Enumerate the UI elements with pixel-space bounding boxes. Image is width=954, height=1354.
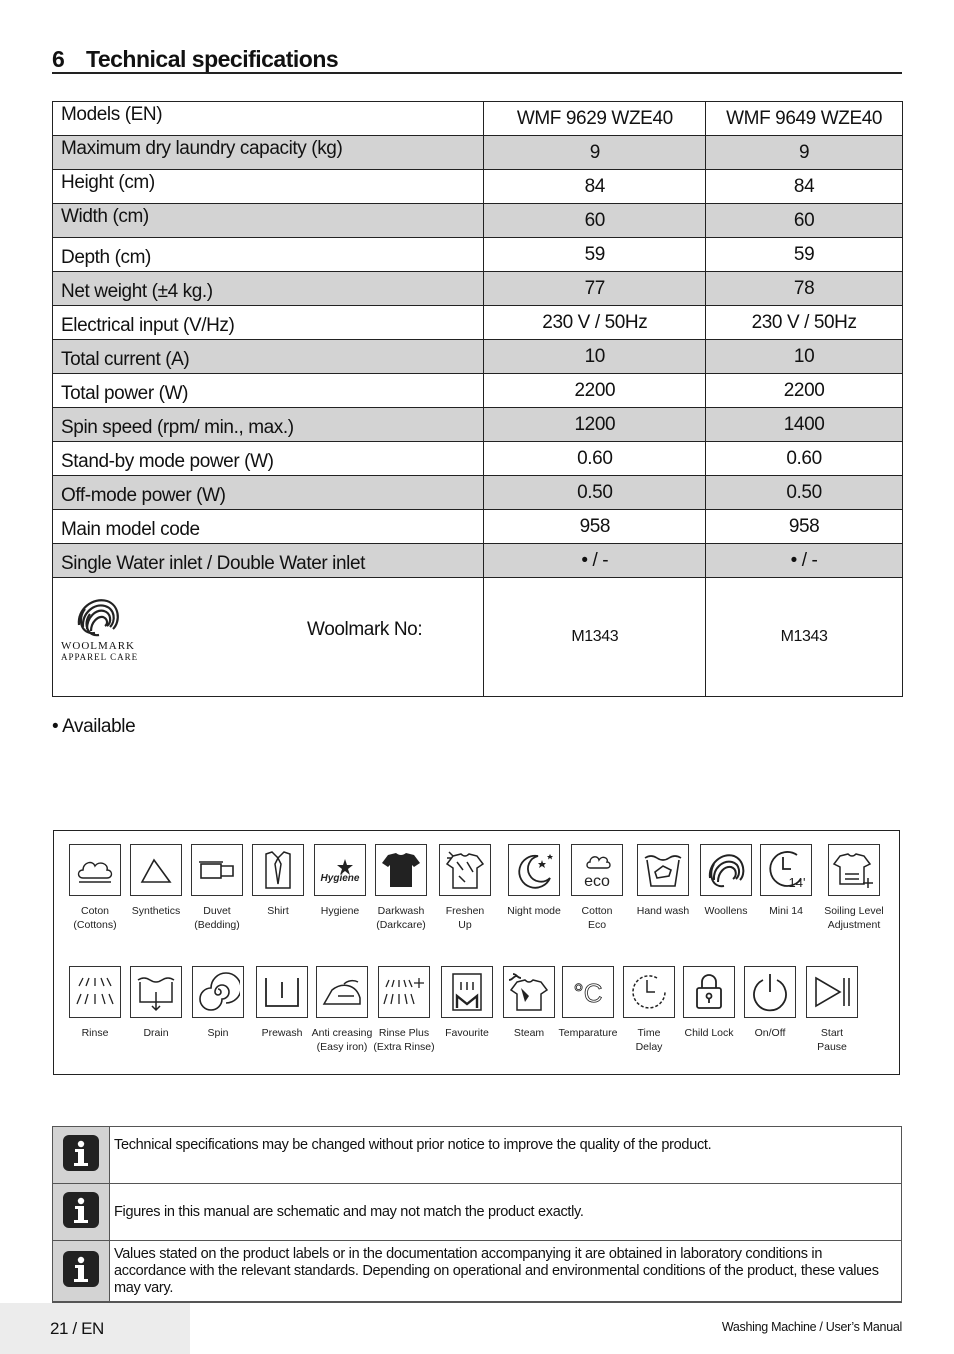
child-lock-icon [687, 970, 731, 1014]
favourite-icon [447, 970, 487, 1014]
icon-caption: Hygiene [320, 905, 360, 917]
spec-row-value: 59 [484, 238, 706, 272]
icon-caption: Synthetics [131, 905, 181, 917]
spec-row [53, 476, 903, 510]
spec-header-row [53, 102, 903, 136]
spec-row-value: 60 [706, 204, 903, 238]
icon-item-soiling-level [814, 844, 894, 932]
spec-model-2: WMF 9649 WZE40 [706, 102, 903, 136]
hand-wash-icon [641, 848, 685, 892]
icon-item-freshen-up [425, 844, 505, 932]
woolmark-logo [61, 595, 141, 662]
prewash-icon [260, 970, 304, 1014]
icon-caption: Freshen Up [445, 905, 485, 931]
icon-caption: Drain [143, 1027, 169, 1039]
icon-caption: Night mode [507, 905, 561, 917]
icon-caption: Temparature [558, 1027, 618, 1039]
woolmark-icon [73, 595, 125, 639]
spec-row [53, 374, 903, 408]
spec-row-value: 2200 [706, 374, 903, 408]
icon-caption: Darkwash (Darkcare) [376, 905, 426, 931]
anti-creasing-icon [320, 972, 364, 1012]
time-delay-icon [627, 970, 671, 1014]
spec-row-value: 0.50 [484, 476, 706, 510]
spec-row-label: Total current (A) [53, 340, 484, 374]
icon-caption: Cotton Eco [581, 905, 613, 931]
icon-caption: Woollens [704, 905, 748, 917]
woolmark-row [53, 578, 903, 697]
woolmark-brand: WOOLMARK [61, 639, 135, 652]
spec-row-value: 230 V / 50Hz [706, 306, 903, 340]
icon-caption: Hand wash [636, 905, 690, 917]
icon-caption: Soiling Level Adjustment [824, 905, 884, 931]
freshen-up-icon [443, 848, 487, 892]
shirt-icon [258, 848, 298, 892]
spec-row [53, 272, 903, 306]
icon-caption: Time Delay [635, 1027, 663, 1053]
spec-row [53, 306, 903, 340]
spec-model-1: WMF 9629 WZE40 [484, 102, 706, 136]
page-number: 21 / EN [0, 1303, 190, 1354]
icon-caption: Steam [513, 1027, 545, 1039]
spec-row-value: 2200 [484, 374, 706, 408]
spec-row-label: Height (cm) [53, 170, 484, 204]
info-icon [62, 1191, 100, 1229]
cotton-eco-icon [574, 848, 620, 892]
mini-14-icon [763, 847, 809, 893]
start-pause-icon [810, 972, 854, 1012]
soiling-level-icon [832, 848, 876, 892]
info-icon [62, 1250, 100, 1288]
info-note-row [53, 1184, 902, 1241]
woolmark-value: M1343 [706, 578, 903, 697]
spin-icon [196, 970, 240, 1014]
on-off-icon [748, 970, 792, 1014]
steam-icon [507, 970, 551, 1014]
icon-caption: Rinse Plus (Extra Rinse) [373, 1027, 435, 1053]
spec-row [53, 340, 903, 374]
icon-caption: Prewash [261, 1027, 303, 1039]
hygiene-icon [317, 855, 363, 885]
spec-row [53, 204, 903, 238]
icon-caption: Duvet (Bedding) [194, 905, 240, 931]
spec-row-value: • / - [484, 544, 706, 578]
night-mode-icon [512, 848, 556, 892]
info-note-row [53, 1241, 902, 1302]
section-title: Technical specifications [86, 46, 339, 72]
info-note-text: Technical specifications may be changed without prior notice to improve the quality of the product. [110, 1127, 902, 1184]
icon-caption: On/Off [754, 1027, 786, 1039]
cotton-icon [75, 852, 115, 888]
temperature-icon [566, 972, 610, 1012]
icon-caption: Spin [207, 1027, 229, 1039]
spec-row [53, 408, 903, 442]
mini-14-icon-text: 14' [788, 875, 806, 890]
spec-row-label: Off-mode power (W) [53, 476, 484, 510]
spec-row-value: 10 [706, 340, 903, 374]
spec-table [52, 101, 903, 697]
spec-row [53, 544, 903, 578]
spec-row-label: Main model code [53, 510, 484, 544]
woolmark-cell [53, 578, 484, 697]
spec-row-value: 84 [706, 170, 903, 204]
spec-row-value: 10 [484, 340, 706, 374]
icon-caption: Favourite [445, 1027, 489, 1039]
icon-caption: Child Lock [684, 1027, 734, 1039]
rinse-plus-icon [381, 972, 427, 1012]
document-title: Washing Machine / User’s Manual [721, 1320, 902, 1334]
woolmark-label: Woolmark No: [307, 618, 423, 640]
icon-caption: Shirt [267, 905, 289, 917]
spec-row-value: 78 [706, 272, 903, 306]
woolmark-sub: APPAREL CARE [61, 651, 139, 662]
cotton-eco-icon-text: eco [584, 873, 610, 890]
spec-row-value: 958 [706, 510, 903, 544]
spec-row-label: Electrical input (V/Hz) [53, 306, 484, 340]
icon-caption: Coton (Cottons) [73, 905, 117, 931]
hygiene-icon-text: Hygiene [320, 873, 360, 884]
spec-row-value: 958 [484, 510, 706, 544]
program-icons-panel [53, 830, 900, 1075]
spec-row-value: 77 [484, 272, 706, 306]
info-note-text: Values stated on the product labels or in the documentation accompanying it are obtained in laboratory conditions in accordance with the relevant standards. Depending on operational and environmental conditions of the product, these values may vary. [110, 1241, 902, 1302]
section-number: 6 [52, 46, 65, 72]
duvet-icon [195, 852, 239, 888]
darkwash-icon [380, 849, 422, 891]
drain-icon [134, 970, 178, 1014]
icon-caption: Anti creasing (Easy iron) [311, 1027, 373, 1053]
spec-row [53, 170, 903, 204]
info-note-row [53, 1127, 902, 1184]
spec-row-value: 0.60 [706, 442, 903, 476]
available-legend: • Available [52, 716, 136, 737]
spec-row-label: Depth (cm) [53, 238, 484, 272]
synthetics-icon [136, 852, 176, 888]
spec-row-value: 0.60 [484, 442, 706, 476]
temperature-icon-text: °C [573, 978, 603, 1008]
spec-row [53, 510, 903, 544]
spec-row-value: 59 [706, 238, 903, 272]
spec-header-label: Models (EN) [53, 102, 484, 136]
spec-row-label: Stand-by mode power (W) [53, 442, 484, 476]
spec-row-value: 84 [484, 170, 706, 204]
icon-caption: Mini 14 [769, 905, 803, 917]
info-note-text: Figures in this manual are schematic and may not match the product exactly. [110, 1184, 902, 1241]
spec-row [53, 442, 903, 476]
spec-row [53, 238, 903, 272]
info-notes-table [52, 1126, 902, 1302]
woolmark-value: M1343 [484, 578, 706, 697]
spec-row-label: Total power (W) [53, 374, 484, 408]
spec-row-label: Spin speed (rpm/ min., max.) [53, 408, 484, 442]
spec-row-value: 60 [484, 204, 706, 238]
woollens-icon [704, 850, 748, 890]
icon-caption: Rinse [81, 1027, 109, 1039]
spec-row-label: Maximum dry laundry capacity (kg) [53, 136, 484, 170]
spec-row-value: 9 [484, 136, 706, 170]
spec-row-label: Net weight (±4 kg.) [53, 272, 484, 306]
spec-row-label: Width (cm) [53, 204, 484, 238]
spec-row-value: 9 [706, 136, 903, 170]
section-heading [52, 44, 902, 74]
spec-row-value: • / - [706, 544, 903, 578]
spec-row-label: Single Water inlet / Double Water inlet [53, 544, 484, 578]
rinse-icon [73, 972, 117, 1012]
icon-item-start-pause [792, 966, 872, 1054]
spec-row-value: 1400 [706, 408, 903, 442]
spec-row-value: 1200 [484, 408, 706, 442]
spec-row [53, 136, 903, 170]
spec-row-value: 230 V / 50Hz [484, 306, 706, 340]
info-icon [62, 1134, 100, 1172]
icon-caption: Start Pause [817, 1027, 847, 1053]
spec-row-value: 0.50 [706, 476, 903, 510]
